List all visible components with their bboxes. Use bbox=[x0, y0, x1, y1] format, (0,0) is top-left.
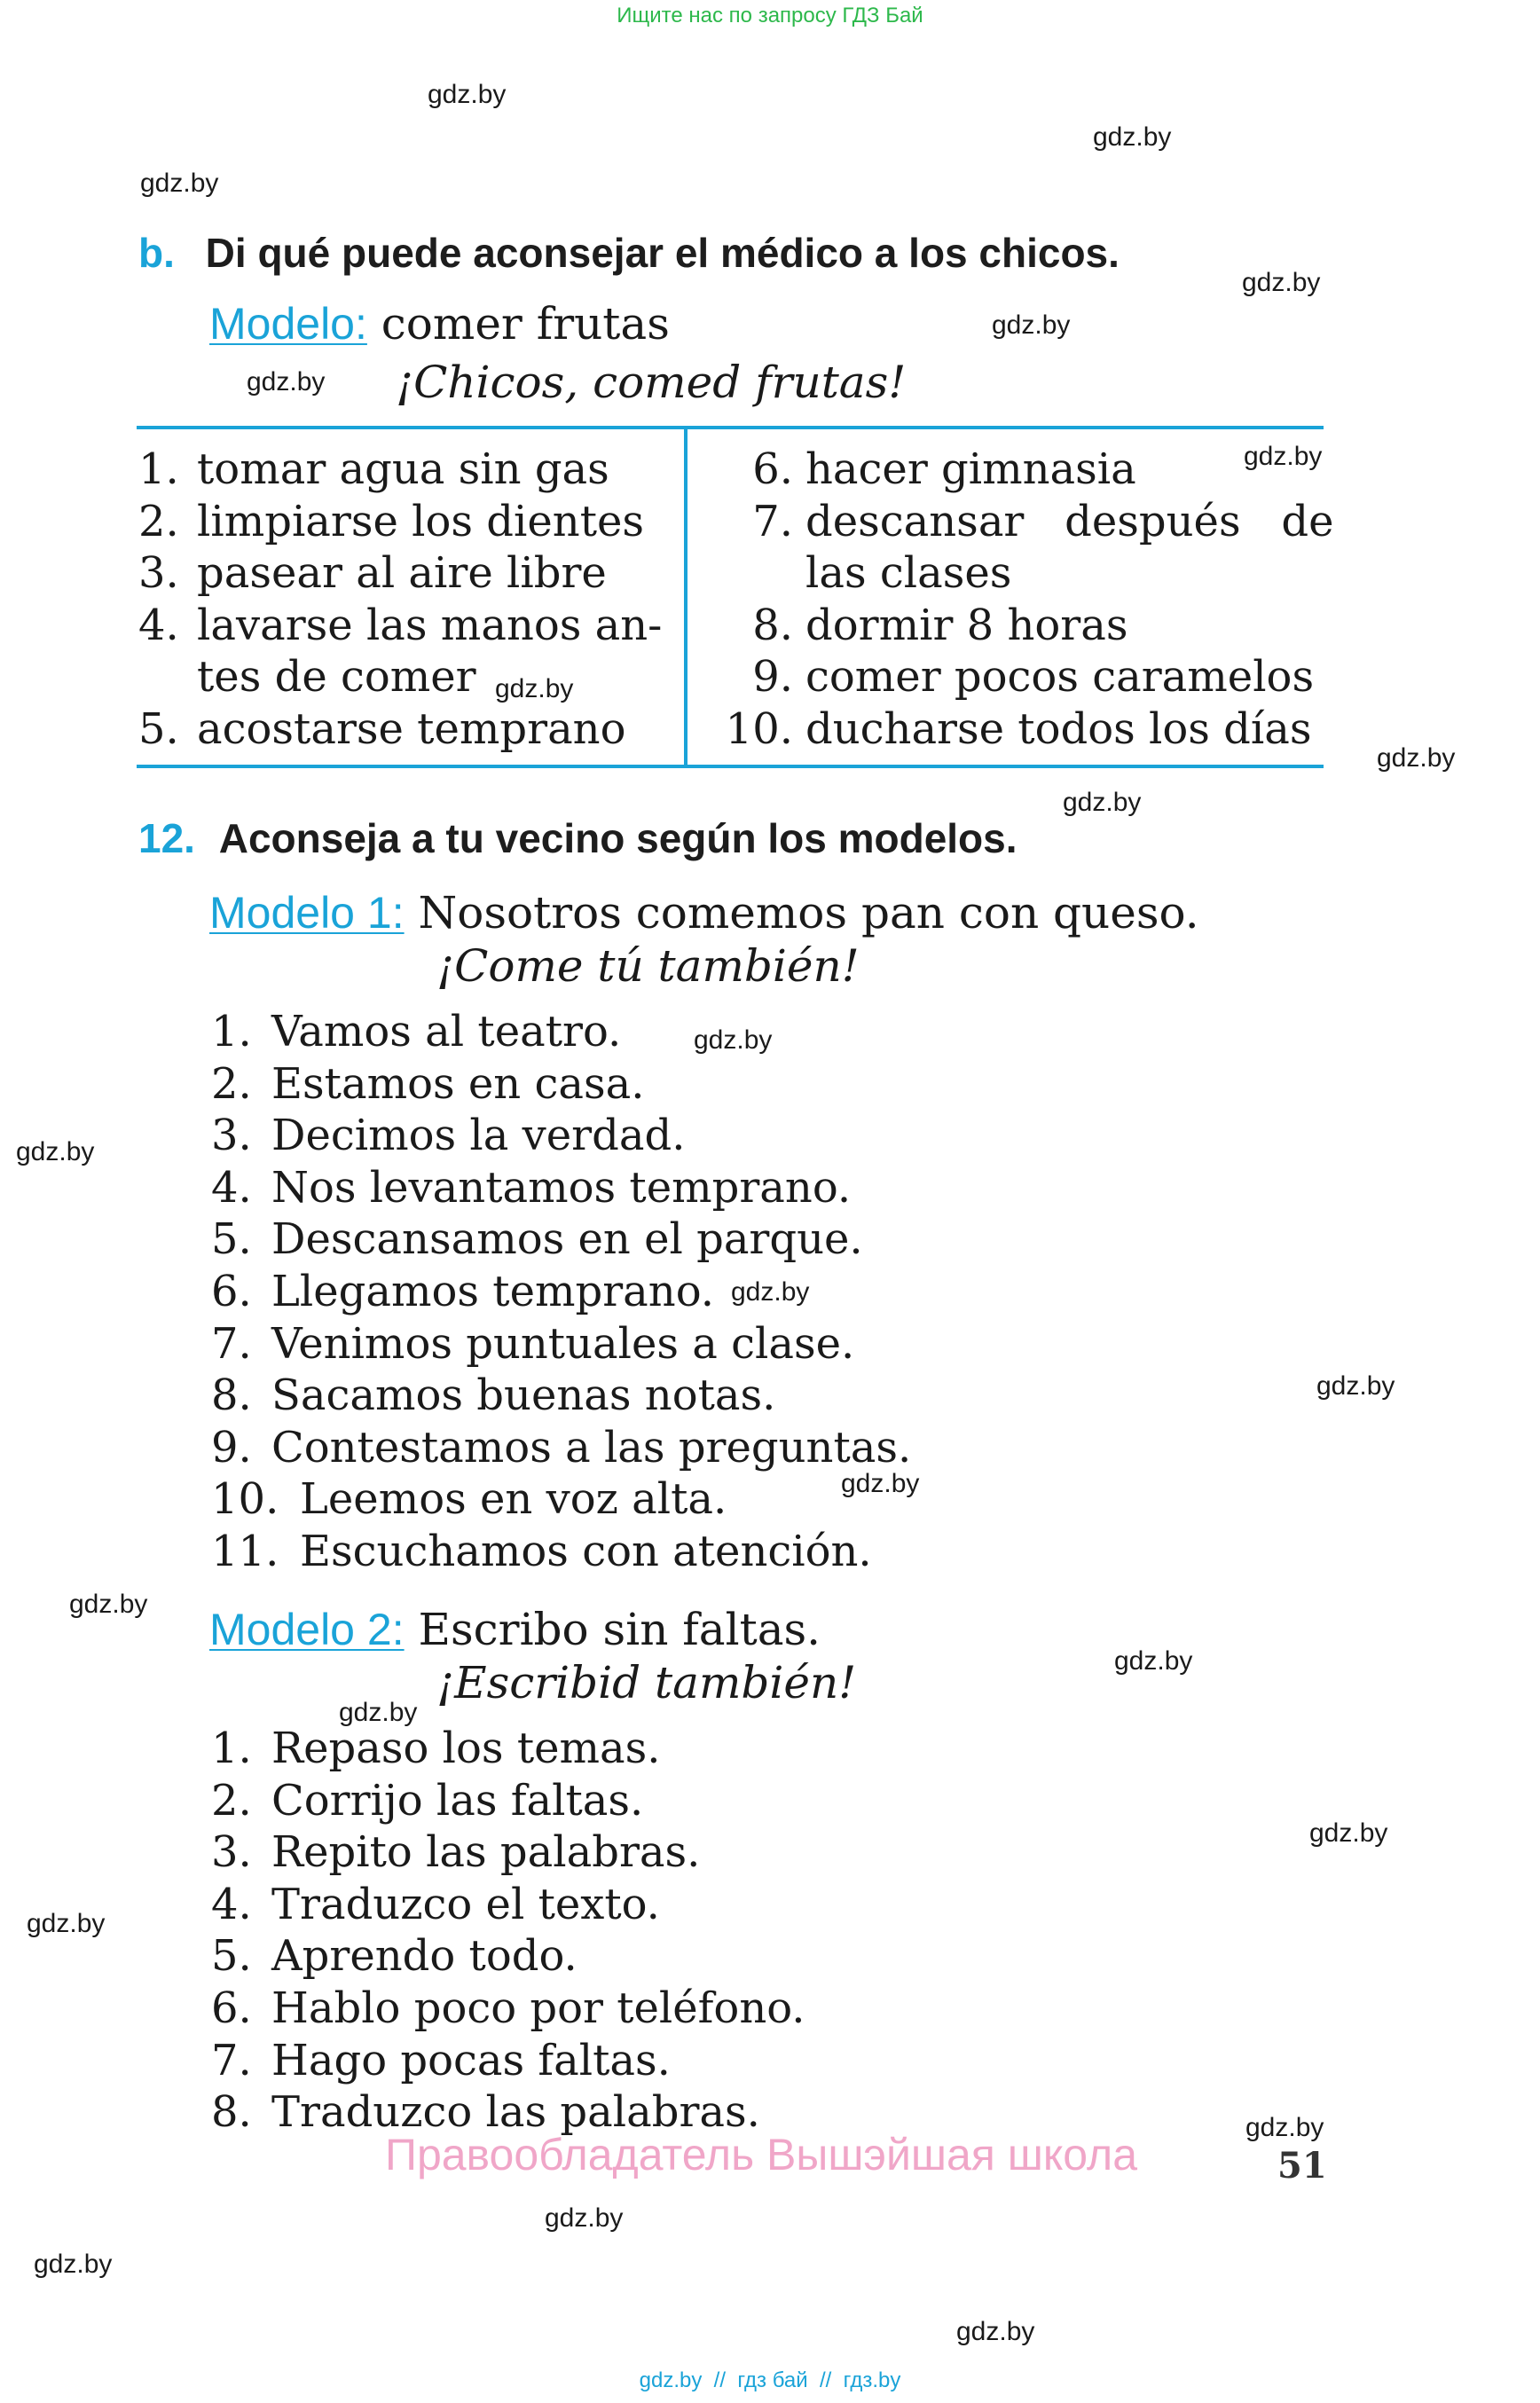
item-number: 11. bbox=[211, 1526, 279, 1576]
item-number: 7. bbox=[211, 1318, 252, 1369]
item-number: 8. bbox=[211, 1370, 252, 1421]
watermark: gdz.by bbox=[140, 169, 219, 198]
item-number: 7. bbox=[211, 2035, 252, 2085]
list2 bbox=[211, 1723, 805, 2139]
list-item bbox=[211, 1723, 805, 1775]
model2-text: Escribo sin faltas. bbox=[418, 1604, 821, 1655]
model1-answer: ¡Come tú también! bbox=[436, 940, 860, 992]
item-text: Venimos puntuales a clase. bbox=[271, 1318, 855, 1369]
item-text: ducharse todos los días bbox=[805, 703, 1312, 754]
item-text: Traduzco el texto. bbox=[271, 1879, 660, 1929]
item-text: tomar agua sin gas bbox=[197, 444, 609, 494]
watermark: gdz.by bbox=[16, 1137, 95, 1166]
item-number: 3. bbox=[211, 1111, 252, 1161]
item-number: 5. bbox=[211, 1214, 252, 1265]
exercise-number: 12. bbox=[138, 815, 195, 861]
watermark: gdz.by bbox=[1114, 1646, 1193, 1676]
list-item bbox=[211, 2035, 805, 2087]
list-item bbox=[211, 1473, 911, 1526]
list-item bbox=[138, 703, 671, 756]
item-text: Aprendo todo. bbox=[271, 1931, 578, 1982]
watermark: gdz.by bbox=[428, 80, 507, 109]
item-number: 10. bbox=[725, 703, 793, 754]
item-text: Corrijo las faltas. bbox=[271, 1775, 644, 1826]
model-line bbox=[209, 298, 670, 349]
item-text: Vamos al teatro. bbox=[271, 1007, 622, 1056]
model2-label: Modelo 2: bbox=[209, 1605, 405, 1654]
model-label: Modelo: bbox=[209, 299, 367, 349]
item-text: acostarse temprano bbox=[197, 703, 626, 754]
item-text: Hablo poco por teléfono. bbox=[271, 1983, 805, 2033]
list-item bbox=[719, 600, 1331, 652]
item-text: Llegamos temprano. bbox=[271, 1266, 715, 1316]
list-item bbox=[211, 1213, 911, 1266]
item-number: 4. bbox=[138, 600, 179, 650]
list-item bbox=[719, 703, 1331, 756]
item-text: descansar después de bbox=[805, 496, 1334, 546]
item-number: 6. bbox=[752, 444, 793, 494]
list-item bbox=[211, 1110, 911, 1162]
item-text: comer pocos caramelos bbox=[805, 652, 1315, 703]
watermark: gdz.by bbox=[247, 367, 326, 397]
table-divider bbox=[684, 429, 688, 765]
watermark: gdz.by bbox=[1093, 122, 1172, 152]
item-number: 2. bbox=[211, 1058, 252, 1109]
watermark: gdz.by bbox=[1244, 442, 1323, 471]
list-item bbox=[211, 1162, 911, 1214]
item-number: 6. bbox=[211, 1266, 252, 1316]
exercise-b-heading bbox=[138, 229, 1120, 277]
list-item bbox=[211, 1266, 911, 1318]
item-text: Contestamos a las preguntas. bbox=[271, 1422, 912, 1472]
item-text: Hago pocas faltas. bbox=[271, 2035, 671, 2085]
watermark: gdz.by bbox=[1316, 1371, 1395, 1401]
item-number: 1. bbox=[138, 444, 179, 494]
item-number: 9. bbox=[211, 1422, 252, 1472]
list-item bbox=[719, 496, 1334, 548]
list-item bbox=[719, 444, 1331, 496]
item-number: 2. bbox=[138, 496, 179, 546]
list-item bbox=[138, 547, 671, 600]
watermark: gdz.by bbox=[694, 1025, 773, 1055]
item-number: 5. bbox=[138, 703, 179, 754]
item-text: Descansamos en el parque. bbox=[271, 1214, 863, 1265]
list1 bbox=[211, 1006, 911, 1578]
watermark: gdz.by bbox=[495, 674, 574, 703]
list-item bbox=[211, 1006, 911, 1058]
page-number: 51 bbox=[1277, 2145, 1327, 2187]
item-text: lavarse las manos an- bbox=[197, 600, 663, 650]
table-top-rule bbox=[137, 426, 1324, 429]
list-item bbox=[211, 1930, 805, 1983]
list-item bbox=[211, 1370, 911, 1422]
item-number: 1. bbox=[211, 1007, 252, 1056]
item-text: Decimos la verdad. bbox=[271, 1111, 686, 1161]
list-item bbox=[211, 1058, 911, 1111]
watermark: gdz.by bbox=[1063, 788, 1142, 817]
item-text: dormir 8 horas bbox=[805, 600, 1128, 650]
item-number: 4. bbox=[211, 1162, 252, 1213]
list-item bbox=[719, 547, 1331, 600]
item-number: 6. bbox=[211, 1983, 252, 2033]
item-text: Nos levantamos temprano. bbox=[271, 1162, 852, 1213]
copyright: Правообладатель Вышэйшая школа bbox=[385, 2130, 1137, 2179]
watermark: gdz.by bbox=[1242, 268, 1321, 297]
item-text: hacer gimnasia bbox=[805, 444, 1136, 494]
left-column bbox=[138, 444, 671, 756]
list-item bbox=[211, 1983, 805, 2035]
watermark: gdz.by bbox=[27, 1909, 106, 1938]
item-text: Sacamos buenas notas. bbox=[271, 1370, 776, 1421]
table-bottom-rule bbox=[137, 765, 1324, 768]
list-item bbox=[211, 1526, 911, 1578]
item-number: 8. bbox=[752, 600, 793, 650]
list-item bbox=[138, 651, 671, 703]
item-text: Repaso los temas. bbox=[271, 1724, 661, 1773]
exercise-12-heading bbox=[138, 814, 1018, 862]
right-column bbox=[719, 444, 1334, 756]
watermark: gdz.by bbox=[841, 1469, 920, 1498]
exercise-title: Aconseja a tu vecino según los modelos. bbox=[218, 815, 1018, 861]
list-item bbox=[138, 496, 671, 548]
item-number: 7. bbox=[752, 496, 793, 546]
item-number: 5. bbox=[211, 1931, 252, 1982]
item-text: Leemos en voz alta. bbox=[300, 1474, 727, 1525]
watermark: gdz.by bbox=[731, 1277, 810, 1307]
watermark: gdz.by bbox=[34, 2250, 113, 2279]
list-item bbox=[211, 1422, 911, 1474]
watermark: gdz.by bbox=[545, 2203, 624, 2233]
list-item bbox=[138, 444, 671, 496]
item-number: 3. bbox=[138, 548, 179, 599]
item-text: las clases bbox=[805, 548, 1012, 599]
item-number: 1. bbox=[211, 1724, 252, 1773]
item-text: tes de comer bbox=[197, 652, 476, 703]
item-number: 10. bbox=[211, 1474, 279, 1525]
model2-line bbox=[209, 1604, 821, 1655]
list-item bbox=[138, 600, 671, 652]
exercise-letter: b. bbox=[138, 230, 175, 276]
watermark: gdz.by bbox=[1245, 2113, 1324, 2142]
watermark: gdz.by bbox=[339, 1698, 418, 1727]
item-number: 8. bbox=[211, 2087, 252, 2138]
model-answer: ¡Chicos, comed frutas! bbox=[396, 357, 907, 408]
exercise-title: Di qué puede aconsejar el médico a los chicos. bbox=[205, 230, 1120, 276]
list-item bbox=[211, 1879, 805, 1931]
watermark: gdz.by bbox=[1309, 1818, 1388, 1848]
top-banner: Ищите нас по запросу ГДЗ Бай bbox=[617, 4, 923, 27]
list-item bbox=[719, 651, 1331, 703]
item-text: pasear al aire libre bbox=[197, 548, 607, 599]
watermark: gdz.by bbox=[69, 1590, 148, 1619]
model1-label: Modelo 1: bbox=[209, 888, 405, 938]
item-text: Estamos en casa. bbox=[271, 1058, 645, 1109]
item-text: Escuchamos con atención. bbox=[300, 1526, 872, 1576]
list-item bbox=[211, 1318, 911, 1370]
model2-answer: ¡Escribid también! bbox=[436, 1657, 857, 1708]
list-item bbox=[211, 1775, 805, 1827]
model1-text: Nosotros comemos pan con queso. bbox=[418, 887, 1199, 938]
watermark: gdz.by bbox=[956, 2317, 1035, 2346]
item-text: Traduzco las palabras. bbox=[271, 2087, 760, 2138]
item-number: 3. bbox=[211, 1827, 252, 1878]
item-number: 2. bbox=[211, 1775, 252, 1826]
item-number: 4. bbox=[211, 1879, 252, 1929]
list-item bbox=[211, 1826, 805, 1879]
footer-links: gdz.by // гдз бай // гдз.by bbox=[639, 2368, 901, 2392]
item-text: limpiarse los dientes bbox=[197, 496, 645, 546]
item-text: Repito las palabras. bbox=[271, 1827, 701, 1878]
item-number: 9. bbox=[752, 652, 793, 703]
model-text: comer frutas bbox=[381, 298, 670, 349]
watermark: gdz.by bbox=[1377, 743, 1456, 773]
model1-line bbox=[209, 887, 1199, 938]
watermark: gdz.by bbox=[992, 310, 1071, 340]
